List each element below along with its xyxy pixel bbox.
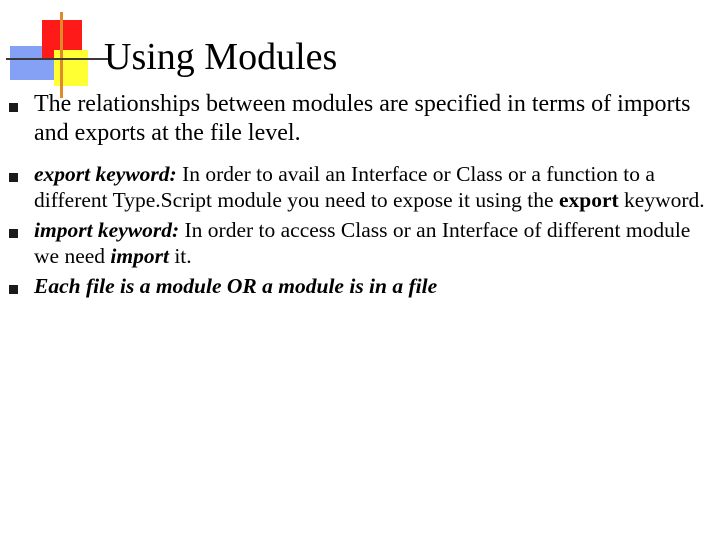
bullet-text: In order to access Class or an Interface of different module we need (34, 218, 691, 268)
bullet-item-export-keyword (0, 162, 720, 213)
square-bullet-icon (9, 229, 18, 238)
bullet-strong: export (558, 187, 619, 212)
logo-horizontal-line (6, 58, 110, 60)
slide-title: Using Modules (104, 36, 338, 78)
overlapping-squares-logo-icon (0, 0, 110, 100)
bullet-item-import-keyword (0, 218, 720, 269)
bullet-item-relationships (0, 90, 720, 148)
square-bullet-icon (9, 285, 18, 294)
square-bullet-icon (9, 103, 18, 112)
bullet-list (0, 90, 720, 305)
bullet-lead: import keyword: (34, 218, 180, 242)
bullet-text: Each file is a module OR a module is in a file (34, 274, 438, 298)
square-bullet-icon (9, 173, 18, 182)
bullet-text-end: keyword. (618, 187, 705, 212)
bullet-text-end: it. (168, 243, 192, 268)
bullet-strong: import (110, 243, 169, 268)
logo-vertical-line (60, 12, 63, 98)
bullet-item-each-file (0, 274, 720, 300)
bullet-lead: export keyword: (34, 162, 177, 186)
bullet-text: The relationships between modules are specified in terms of imports and exports at the file level. (34, 91, 691, 146)
bullet-text: In order to avail an Interface or Class or a function to a different Type.Script module you need to expose it using the (34, 162, 655, 212)
